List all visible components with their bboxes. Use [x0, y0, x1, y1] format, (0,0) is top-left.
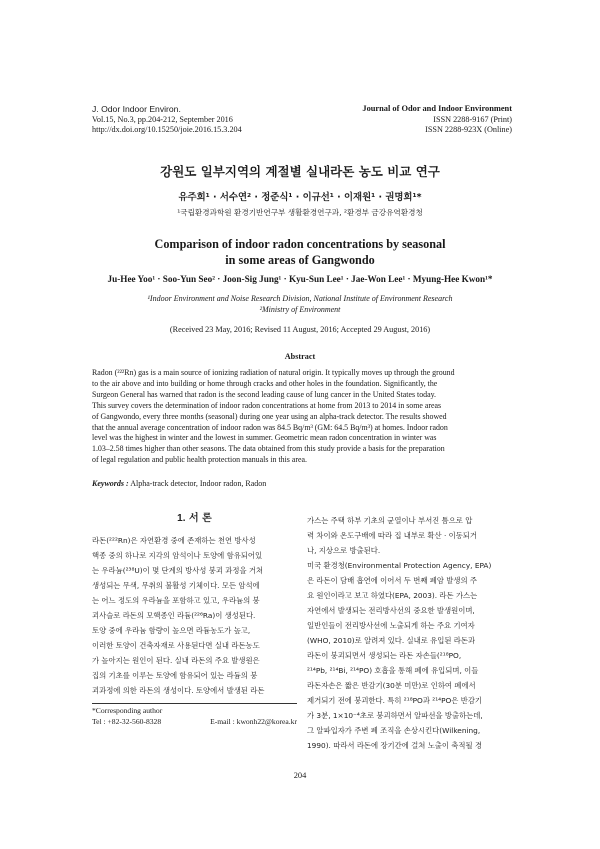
body-line: 요 원인이라고 보고 하였다(EPA, 2003). 라돈 가스는: [307, 591, 478, 600]
abstract-line: Radon (²²²Rn) gas is a main source of ionizing radiation of natural origin. It typically moves up through the ground: [92, 368, 455, 377]
english-authors: Ju-Hee Yoo¹ · Soo-Yun Seo² · Joon-Sig Jung¹ · Kyu-Sun Lee¹ · Jae-Won Lee¹ · Myung-Hee Kwon¹*: [107, 274, 493, 284]
body-line: 일반인들이 전리방사선에 노출되게 하는 주요 기여자: [307, 621, 475, 630]
volume-info: Vol.15, No.3, pp.204-212, September 2016: [92, 114, 233, 124]
body-left-column: [92, 511, 297, 698]
footnote-email[interactable]: E-mail : kwonh22@korea.kr: [210, 717, 297, 726]
abstract-line: of Gangwondo, every three months (seasonal) during one year using an alpha-track detector. The results showed: [92, 411, 447, 421]
abstract-line: 1.03–2.58 times higher than other seasons. The data obtained from this study provide a basis for the preparation: [92, 444, 445, 454]
body-line: 라돈자손은 짧은 반감기(30분 미만)로 인하여 폐에서: [307, 681, 476, 690]
body-line: 핵종 중의 하나로 지각의 암석이나 토양에 함유되어있: [92, 551, 263, 560]
corresponding-author-footnote: [92, 705, 297, 727]
footnote-divider: [92, 703, 297, 704]
body-line: 생성되는 무색, 무취의 불활성 기체이다. 모든 암석에: [92, 581, 260, 590]
abstract-body: [92, 368, 510, 466]
english-title-line: in some areas of Gangwondo: [225, 253, 375, 267]
english-title-line: Comparison of indoor radon concentrations by seasonal: [154, 237, 446, 251]
body-line: 이러한 토양이 건축자재로 사용된다면 실내 라돈농도: [92, 641, 260, 650]
body-line: 나, 지상으로 방출된다.: [307, 546, 381, 555]
section-number: 1.: [177, 513, 186, 524]
body-line: 집의 기초를 이루는 토양에 함유되어 있는 라듐의 붕: [92, 671, 258, 680]
section-title: 서 론: [189, 513, 212, 524]
body-line: 토양 중에 우라늄 함량이 높으면 라듐농도가 높고,: [92, 626, 251, 635]
body-line: 는 우라늄(²³⁸U)이 몇 단계의 방사성 붕괴 과정을 거쳐: [92, 566, 264, 575]
korean-authors: 유주희¹ · 서수연² · 정준식¹ · 이규선¹ · 이재원¹ · 권명희¹*: [178, 192, 422, 203]
english-affiliations: [0, 293, 600, 315]
body-line: ²¹⁴Pb, ²¹⁴Bi, ²¹⁴PO) 호흡을 통해 폐에 유입되며, 이들: [307, 666, 479, 675]
body-line: 괴과정에 의한 라돈의 생성이다. 토양에서 발생된 라돈: [92, 686, 265, 695]
affiliation-line: ¹Indoor Environment and Noise Research Division, National Institute of Environment Research: [147, 294, 453, 303]
footnote-label: *Corresponding author: [92, 706, 163, 715]
body-line: 1990). 따라서 라돈에 장기간에 걸쳐 노출이 축적될 경: [307, 741, 483, 750]
section-heading: [92, 511, 297, 527]
abstract-line: level was the highest in winter and the lowest in summer. Geometric mean radon concentration in winter was: [92, 433, 437, 443]
body-line: 가 3분, 1×10⁻⁴초로 붕괴하면서 알파선을 방출하는데,: [307, 711, 483, 720]
affiliation-line: ²Ministry of Environment: [259, 305, 341, 314]
journal-name: Journal of Odor and Indoor Environment: [362, 104, 512, 113]
body-line: 력 차이와 온도구배에 따라 집 내부로 확산 · 이동되거: [307, 531, 477, 540]
journal-header-left: [92, 104, 242, 136]
abstract-line: This survey covers the determination of indoor radon concentrations at home from 2013 to 2014 in some areas: [92, 400, 442, 410]
body-line: 그 알파입자가 주변 폐 조직을 손상시킨다(Wilkening,: [307, 726, 481, 735]
page-number: 204: [293, 771, 307, 780]
footnote-contact: [92, 716, 297, 727]
abstract-line: that the annual average concentration of indoor radon was 84.5 Bq/m³ (GM: 64.5 Bq/m³) at homes. Indoor radon: [92, 422, 448, 432]
korean-affiliations: ¹국립환경과학원 환경기반연구부 생활환경연구과, ²환경부 금강유역환경청: [177, 208, 423, 217]
keywords-text: Alpha-track detector, Indoor radon, Radon: [130, 479, 267, 488]
body-line: 라돈(²²²Rn)은 자연환경 중에 존재하는 천연 방사성: [92, 536, 256, 545]
abstract-line: Surgeon General has warned that radon is the second leading cause of lung cancer in the United States today.: [92, 389, 437, 399]
body-line: 제거되기 전에 붕괴한다. 특히 ²¹⁸PO과 ²¹⁴PO은 반감기: [307, 696, 483, 705]
keywords-label: Keywords :: [92, 479, 129, 488]
issn-print: ISSN 2288-9167 (Print): [433, 114, 512, 124]
korean-title: 강원도 일부지역의 계절별 실내라돈 농도 비교 연구: [160, 164, 440, 179]
body-line: 가 높아지는 원인이 된다. 실내 라돈의 주요 발생원은: [92, 656, 260, 665]
abstract-heading: Abstract: [284, 352, 316, 361]
body-line: 라돈이 붕괴되면서 생성되는 라돈 자손들(²¹⁸PO,: [307, 651, 462, 660]
body-line: 자연에서 발생되는 전리방사선의 중요한 발생원이며,: [307, 606, 475, 615]
body-line: 미국 환경청(Environmental Protection Agency, EPA): [307, 561, 492, 570]
journal-abbrev: J. Odor Indoor Environ.: [92, 104, 181, 114]
issn-online: ISSN 2288-923X (Online): [425, 125, 512, 134]
abstract-line: to the air above and into building or home through cracks and other holes in the foundation. Significantly, the: [92, 378, 438, 388]
footnote-tel: Tel : +82-32-560-8328: [92, 717, 162, 726]
english-title: [0, 236, 600, 268]
body-right-column: [307, 513, 512, 753]
body-line: 은 라돈이 담배 흡연에 이어서 두 번째 폐암 발생의 주: [307, 576, 477, 585]
body-line: (WHO, 2010)로 알려져 있다. 실내로 유입된 라돈과: [307, 636, 476, 645]
body-line: 괴사슬로 라돈의 모핵종인 라듐(²²⁶Ra)이 생성된다.: [92, 611, 256, 620]
journal-header-right: [362, 104, 512, 136]
keywords: [92, 479, 266, 488]
received-dates: (Received 23 May, 2016; Revised 11 August, 2016; Accepted 29 August, 2016): [169, 325, 431, 334]
body-line: 는 어느 정도의 우라늄을 포함하고 있고, 우라늄의 붕: [92, 596, 260, 605]
abstract-line: of legal regulation and public health protection manuals in this area.: [92, 455, 307, 465]
body-line: 가스는 주택 하부 기초의 균열이나 부서진 틈으로 압: [307, 516, 473, 525]
doi-link[interactable]: http://dx.doi.org/10.15250/joie.2016.15.3.204: [92, 125, 242, 134]
